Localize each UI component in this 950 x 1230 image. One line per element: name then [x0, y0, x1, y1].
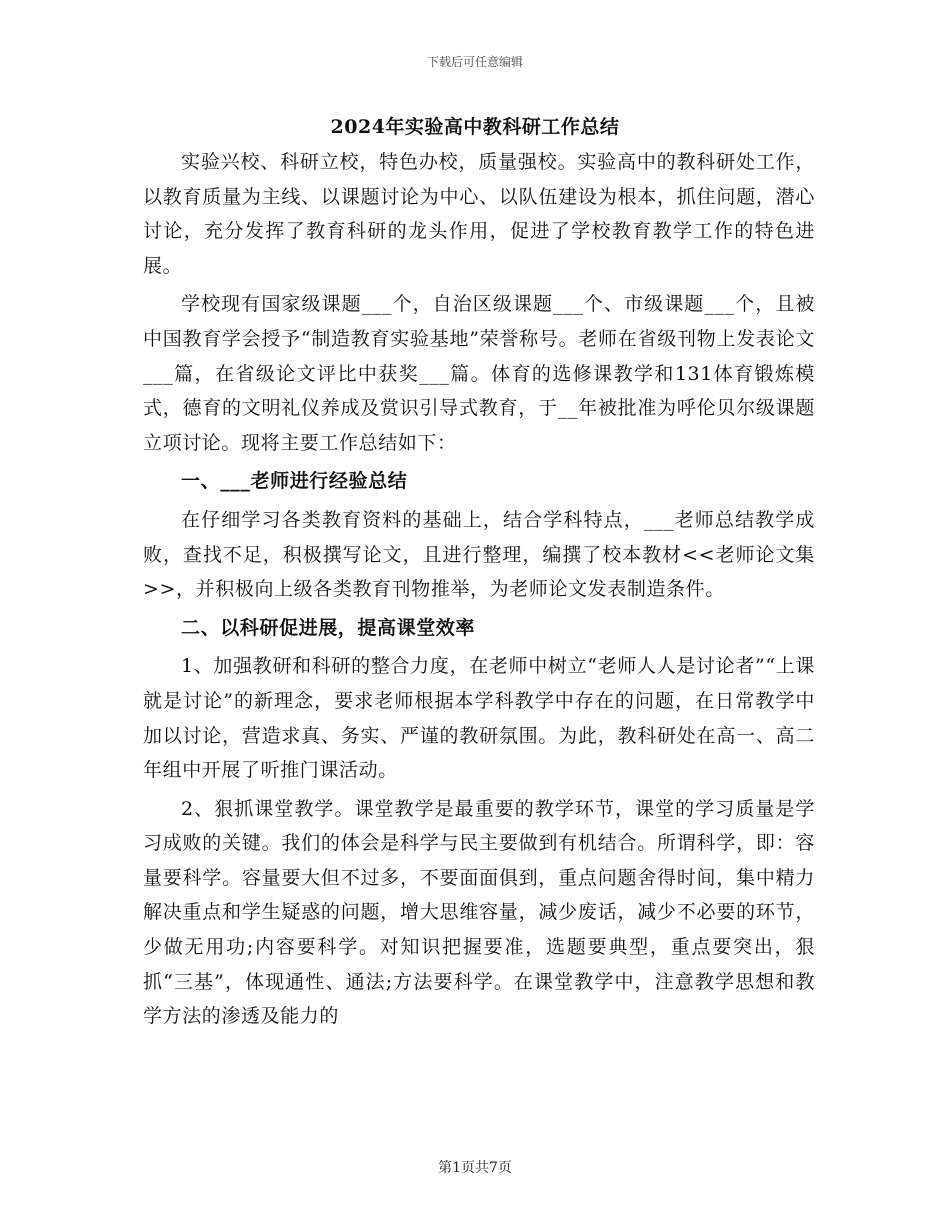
paragraph-overview: 学校现有国家级课题___个，自治区级课题___个、市级课题___个，且被中国教育学会授予“制造教育实验基地”荣誉称号。老师在省级刊物上发表论文___篇，在省级论文评比中获奖___篇。体育的选修课教学和131体育锻炼模式，德育的文明礼仪养成及赏识引导式教育，于__年被批准为呼伦贝尔级课题立项讨论。现将主要工作总结如下： [143, 293, 815, 454]
document-title: 2024年实验高中教科研工作总结 [330, 116, 620, 138]
section-heading-2: 二、以科研促进展，提高课堂效率 [181, 616, 476, 639]
header-note: 下载后可任意编辑 [426, 55, 523, 69]
paragraph-section-2-item-2: 2、狠抓课堂教学。课堂教学是最重要的教学环节，课堂的学习质量是学习成败的关键。我们的体会是科学与民主要做到有机结合。所谓科学，即：容量要科学。容量要大但不过多，不要面面俱到，重点问题舍得时间，集中精力解决重点和学生疑惑的问题，增大思维容量，减少废话，减少不必要的环节，少做无用功;内容要科学。对知识把握要准，选题要典型，重点要突出，狠抓“三基”，体现通性、通法;方法要科学。在课堂教学中，注意教学思想和教学方法的渗透及能力的 [143, 797, 815, 1028]
paragraph-intro: 实验兴校、科研立校，特色办校，质量强校。实验高中的教科研处工作，以教育质量为主线、以课题讨论为中心、以队伍建设为根本，抓住问题，潜心讨论，充分发挥了教育科研的龙头作用，促进了学校教育教学工作的特色进展。 [143, 151, 815, 277]
page-footer: 第1页共7页 [438, 1160, 512, 1176]
document-body [143, 145, 815, 1038]
section-heading-1: 一、___老师进行经验总结 [181, 470, 408, 493]
paragraph-section-1: 在仔细学习各类教育资料的基础上，结合学科特点，___老师总结教学成败，查找不足，积极撰写论文，且进行整理，编撰了校本教材<<老师论文集>>，并积极向上级各类教育刊物推举，为老师论文发表制造条件。 [143, 508, 815, 601]
paragraph-section-2-item-1: 1、加强教研和科研的整合力度，在老师中树立“老师人人是讨论者”“上课就是讨论”的新理念，要求老师根据本学科教学中存在的问题，在日常教学中加以讨论，营造求真、务实、严谨的教研氛围。为此，教科研处在高一、高二年组中开展了听推门课活动。 [143, 655, 815, 782]
